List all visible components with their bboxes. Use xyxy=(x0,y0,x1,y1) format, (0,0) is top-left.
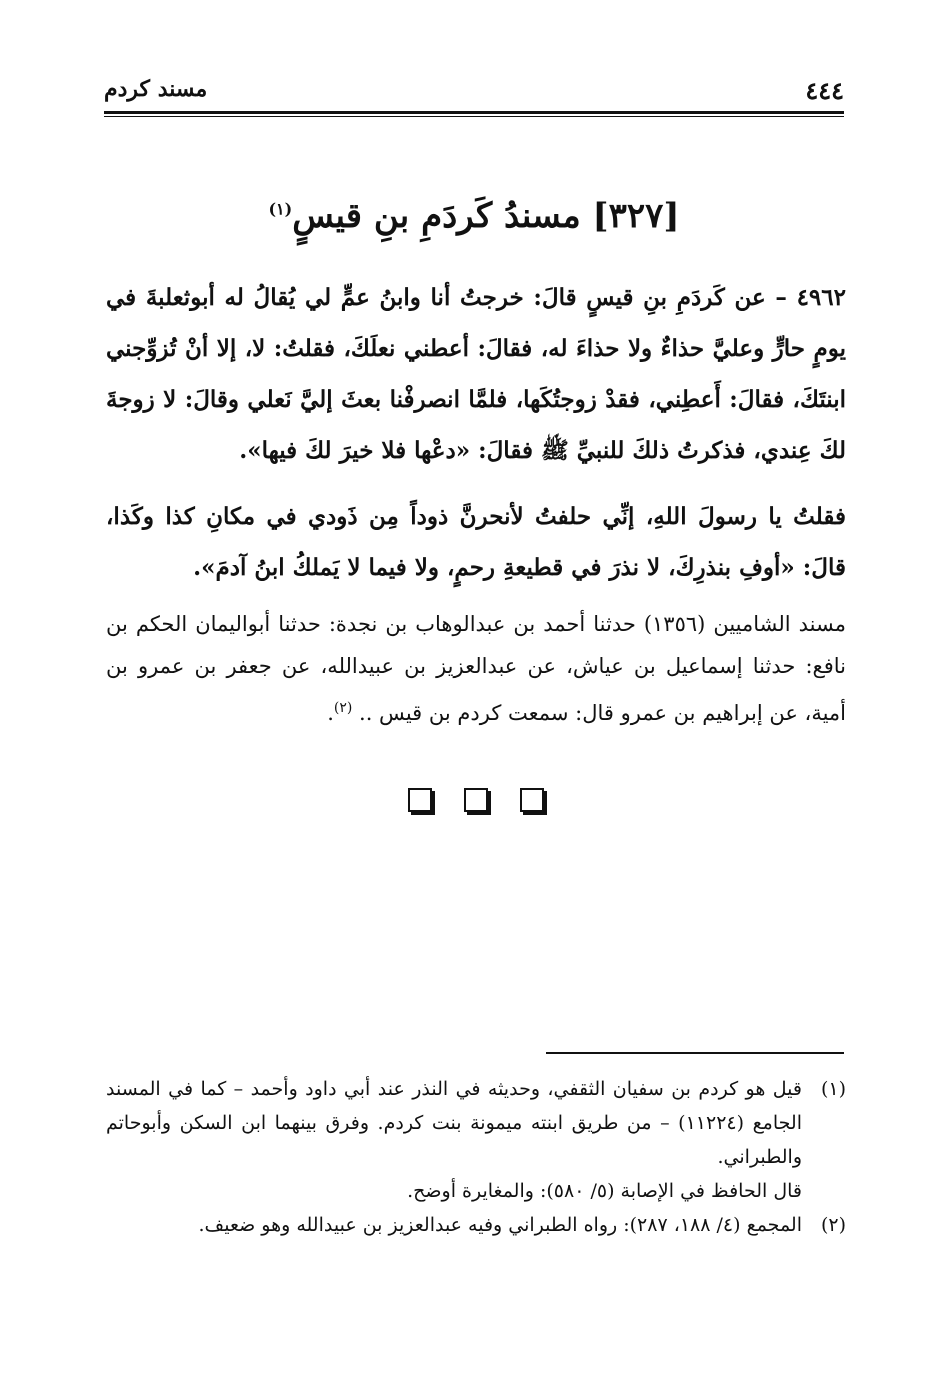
footnote-ref-2: (٢) xyxy=(333,700,353,716)
hadith-text xyxy=(106,272,846,593)
page-number: ٤٤٤ xyxy=(805,76,844,105)
separator-square-icon xyxy=(520,788,544,812)
separator-square-icon xyxy=(464,788,488,812)
section-separator xyxy=(0,788,952,816)
isnad-paragraph: مسند الشاميين (١٣٥٦) حدثنا أحمد بن عبدالوهاب بن نجدة: حدثنا أبواليمان الحكم بن نافع: حدثنا إسماعيل بن عياش، عن عبدالعزيز بن عبيدالله، عن جعفر بن عمرو بن أمية، عن إبراهيم بن عمرو قال: سمعت كردم بن قيس .. $^{(٢)}$. xyxy=(106,612,846,725)
footnote-1 xyxy=(106,1072,846,1174)
separator-square-icon xyxy=(408,788,432,812)
running-header xyxy=(104,74,844,110)
footnote-number: (١) xyxy=(820,1078,846,1100)
footnotes xyxy=(106,1072,846,1242)
footnote-1-extra: قال الحافظ في الإصابة (٥/ ٥٨٠): والمغايرة أوضح. xyxy=(407,1180,802,1202)
footnote-text: قيل هو كردم بن سفيان الثقفي، وحديثه في النذر عند أبي داود وأحمد – كما في المسند الجامع (١١٢٢٤) – من طريق ابنته ميمونة بنت كردم. وفرق بينهما ابن السكن وأبوحاتم والطبراني. xyxy=(106,1078,802,1168)
running-title: مسند كردم xyxy=(104,76,208,102)
header-rule xyxy=(104,111,844,114)
isnad-text: مسند الشاميين (١٣٥٦) حدثنا أحمد بن عبدالوهاب بن نجدة: حدثنا أبواليمان الحكم بن نافع: حدثنا إسماعيل بن عياش، عن عبدالعزيز بن عبيدالله، عن جعفر بن عمرو بن أمية، عن إبراهيم بن عمرو قال: سمعت كردم بن قيس .. xyxy=(106,612,846,725)
section-title-text: [٣٢٧] مسندُ كَردَمِ بنِ قيسٍ xyxy=(292,196,680,236)
section-title xyxy=(104,196,844,236)
footnote-number: (٢) xyxy=(820,1214,846,1236)
footnote-text: المجمع (٤/ ١٨٨، ٢٨٧): رواه الطبراني وفيه عبدالعزيز بن عبيدالله وهو ضعيف. xyxy=(198,1214,802,1236)
footnote-ref-1: (١) xyxy=(268,199,293,219)
hadith-paragraph-1: ٤٩٦٢ – عن كَردَمِ بنِ قيسٍ قالَ: خرجتُ أنا وابنُ عمٍّ لي يُقالُ له أبوثعلبةَ في يومٍ حارٍّ وعليَّ حذاءٌ ولا حذاءَ له، فقالَ: أعطني نعلَكَ، فقلتُ: لا، إلا أنْ تُزوِّجني ابنتَكَ، فقالَ: أَعطِني، فقدْ زوجتُكَها، فلمَّا انصرفْنا بعثَ إليَّ نَعلي وقالَ: لا زوجةَ لكَ عِندي، فذكرتُ ذلكَ للنبيِّ ﷺ فقالَ: «دعْها فلا خيرَ لكَ فيها». xyxy=(106,284,846,464)
hadith-paragraph-2: فقلتُ يا رسولَ اللهِ، إنِّي حلفتُ لأنحرنَّ ذوداً مِن ذَودي في مكانِ كذا وكَذا، قالَ: «أوفِ بنذرِكَ، لا نذرَ في قطيعةِ رحمٍ، ولا فيما لا يَملكُ ابنُ آدمَ». xyxy=(106,503,846,581)
header-rule-thin xyxy=(104,116,844,117)
footnote-2 xyxy=(106,1208,846,1242)
footnote-rule xyxy=(546,1052,844,1054)
